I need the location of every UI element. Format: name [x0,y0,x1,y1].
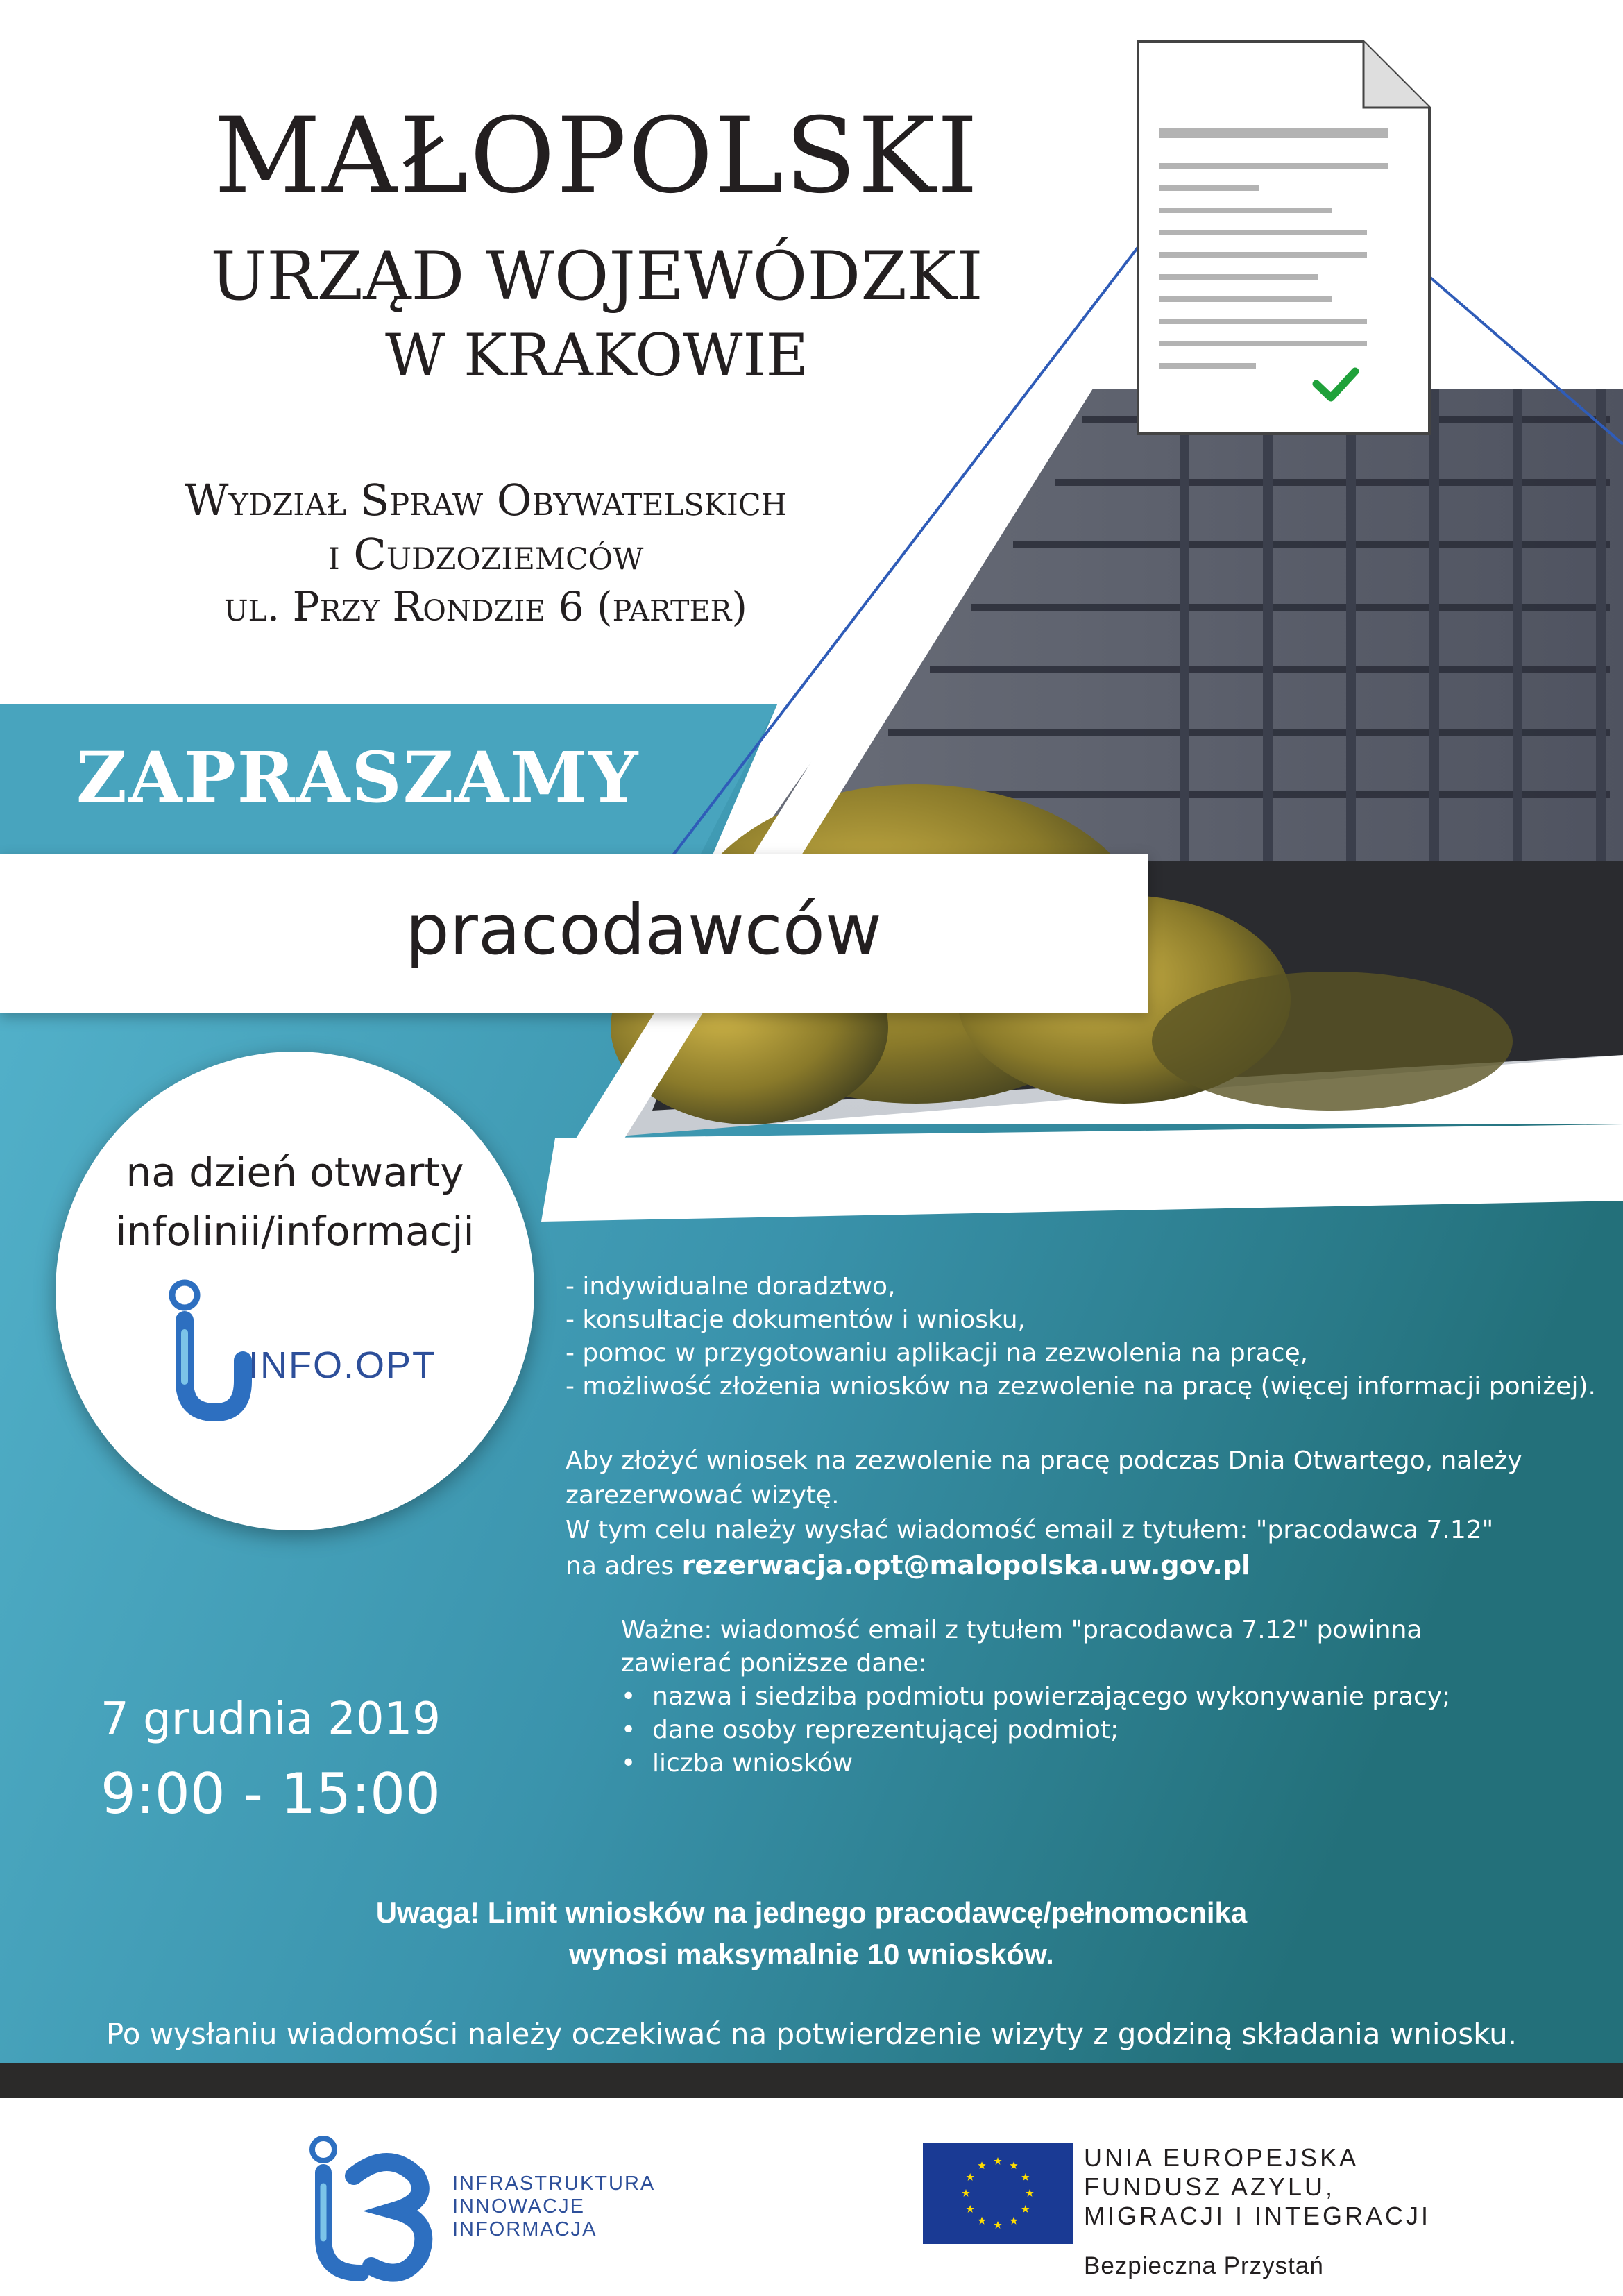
reservation-prefix: na adres [566,1552,682,1580]
event-time: 9:00 - 15:00 [101,1762,441,1826]
reservation-paragraph [566,1444,1522,1584]
eu-subtitle: Bezpieczna Przystań [1084,2252,1324,2279]
reservation-line-3: W tym celu należy wysłać wiadomość email z tytułem: "pracodawca 7.12" [566,1516,1494,1544]
reservation-line-2: zarezerwować wizytę. [566,1481,840,1510]
circle-line-1: na dzień otwarty [126,1149,464,1196]
list-item: • nazwa i siedziba podmiotu powierzającego wykonywanie pracy; [621,1682,1451,1711]
confirmation-note: Po wysłaniu wiadomości należy oczekiwać na potwierdzenie wizyty z godziną składania wniosku. [105,2017,1518,2051]
invitation-headline: ZAPRASZAMY [76,736,640,818]
important-bullets [621,1680,1450,1780]
info-opt-logo-text: INFO.OPT [248,1344,436,1386]
department-name-2: i Cudzoziemców [328,529,644,580]
department-name: Wydział Spraw Obywatelskich [184,475,788,525]
reservation-email[interactable]: rezerwacja.opt@malopolska.uw.gov.pl [681,1550,1251,1580]
divider-bar [0,2063,1623,2098]
event-date: 7 grudnia 2019 [101,1694,441,1745]
eu-logo-text: UNIA EUROPEJSKA FUNDUSZ AZYLU, MIGRACJI I INTEGRACJI [1084,2143,1431,2230]
reservation-line-4 [566,1548,1522,1584]
i3-logo [305,2134,441,2287]
important-line-1: Ważne: wiadomość email z tytułem "pracodawca 7.12" powinna [621,1616,1422,1644]
reservation-line-1: Aby złożyć wniosek na zezwolenie na pracę podczas Dnia Otwartego, należy [566,1446,1522,1475]
i3-logo-text: INFRASTRUKTURA INNOWACJE INFORMACJA [452,2172,656,2240]
eu-flag [923,2143,1073,2244]
important-line-2: zawierać poniższe dane: [621,1649,927,1678]
title-line-2: URZĄD WOJEWÓDZKI [210,237,983,315]
info-opt-logo [167,1277,257,1423]
list-item: • dane osoby reprezentującej podmiot; [621,1716,1119,1744]
department-address: ul. Przy Rondzie 6 (parter) [224,583,747,630]
list-item: - możliwość złożenia wniosków na zezwolenie na pracę (więcej informacji poniżej). [566,1372,1596,1401]
audience-text: pracodawców [405,889,882,970]
event-circle [56,1052,534,1530]
list-item: - indywidualne doradztwo, [566,1272,896,1301]
important-note [621,1614,1450,1780]
services-list [566,1270,1596,1403]
limit-warning-1: Uwaga! Limit wniosków na jednego pracodawcę/pełnomocnika [375,1896,1248,1929]
title-line-1: MAŁOPOLSKI [214,96,980,217]
limit-warning-2: wynosi maksymalnie 10 wniosków. [569,1938,1054,1970]
list-item: - konsultacje dokumentów i wniosku, [566,1306,1026,1334]
list-item: - pomoc w przygotowaniu aplikacji na zezwolenia na pracę, [566,1339,1309,1367]
list-item: • liczba wniosków [621,1749,853,1778]
title-line-3: W KRAKOWIE [385,321,808,389]
circle-line-2: infolinii/informacji [115,1208,475,1255]
